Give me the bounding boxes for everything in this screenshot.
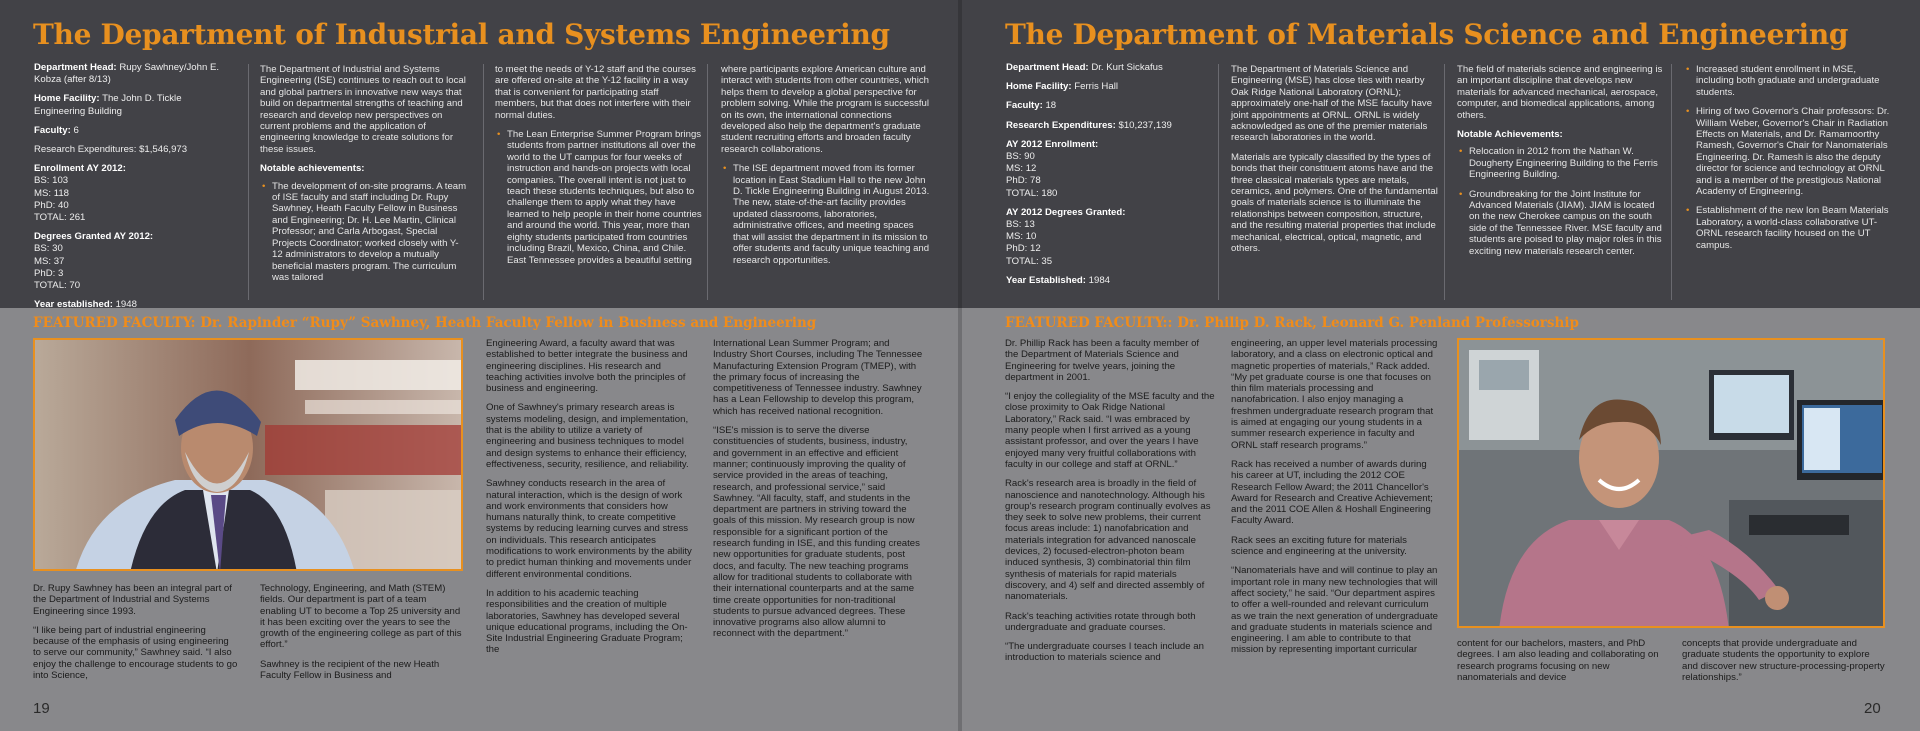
right-bottom-column-3: content for our bachelors, masters, and PhD degrees. I am also leading and collaborating on research programs focusing on new nanomaterials and device (1457, 638, 1659, 683)
left-stat-degrees: Degrees Granted AY 2012: BS: 30 MS: 37 PhD: 3 TOTAL: 70 (34, 231, 154, 292)
left-stat-facility: Home Facility: The John D. Tickle Engineering Building (34, 93, 182, 117)
divider (1218, 64, 1219, 300)
right-achievement-item: • Increased student enrollment in MSE, including both graduate and undergraduate students. (1696, 64, 1896, 98)
right-achievement-item: • Groundbreaking for the Joint Institute for Advanced Materials (JIAM). JIAM is located on the new Cherokee campus on the south side of the Tennessee River. MSE faculty and students are poised to play major roles in this exciting new materials research center. (1469, 189, 1665, 257)
left-stats (34, 62, 234, 318)
left-intro-column: The Department of Industrial and Systems Engineering (ISE) continues to reach out to local and global partners in innovative new ways that build on departmental strengths of teaching and research and develop new perspectives on current problems and the application of engineering knowledge to create solutions for these issues. Notable achievements: • The development of on-site programs. A team of ISE faculty and staff including Dr. Rupy Sawhney, Heath Faculty Fellow in Business and Engineering; Dr. H. Lee Martin, Clinical Professor; and Carla Arbogast, Special Projects Coordinator; worked closely with Y-12 administrators to develop a mutually beneficial masters program. The curriculum was tailored (260, 64, 468, 291)
divider (707, 64, 708, 300)
right-stat-degrees: AY 2012 Degrees Granted: BS: 13 MS: 10 PhD: 12 TOTAL: 35 (1006, 206, 1126, 267)
right-stats (1006, 62, 1206, 294)
right-bottom-column-4: concepts that provide undergraduate and graduate students the opportunity to explore and discover new structure-processing-property relationships.” (1682, 638, 1885, 683)
left-stat-year: Year established: 1948 (34, 299, 137, 311)
faculty-photo-rack (1457, 338, 1885, 628)
left-bottom-column-1: Dr. Rupy Sawhney has been an integral part of the Department of Industrial and Systems Engineering since 1993. “I like being part of industrial engineering because of the emphasis of using engineering to serve our community,” Sawhney said. “I also enjoy the challenge to encourage students to go into Science, (33, 583, 238, 682)
right-stat-facility: Home Facility: Ferris Hall (1006, 81, 1118, 93)
left-stat-research: Research Expenditures: $1,546,973 (34, 144, 188, 156)
right-achievement-item: • Hiring of two Governor's Chair professors: Dr. William Weber, Governor's Chair in Radiation Effects on Materials, and Dr. Ramamoorthy Ramesh, Governor's Chair for Nanomaterials Engineering. Dr. Ramesh is also the deputy director for science and technology at ORNL and is a member of the prestigious National Academy of Engineering. (1696, 106, 1896, 197)
right-intro-column: The Department of Materials Science and Engineering (MSE) has close ties with nearby Oak Ridge National Laboratory (ORNL); approximately one-half of the MSE faculty have joint appointments at ORNL. ORNL is widely acknowledged as one of the premier materials research laboratories in the world. Materials are typically classified by the types of bonds that their constituent atoms have and the three classical materials types are metals, ceramics, and polymers. One of the fundamental goals of materials science is to illuminate the relationships between composition, structure, and the resulting material properties that include mechanical, electrical, optical, magnetic, and others. (1231, 64, 1438, 255)
right-column-2: The field of materials science and engineering is an important discipline that develops new materials for advanced mechanical, aerospace, computer, and biomedical applications, among others. Notable Achievements: • Relocation in 2012 from the Nathan W. Dougherty Engineering Building to the Ferris Engineering Building. • Groundbreaking for the Joint Institute for Advanced Materials (JIAM). JIAM is located on the new Cherokee campus on the south side of the Tennessee River. MSE faculty and students are poised to play major roles in this exciting new materials research center. (1457, 64, 1665, 265)
right-stat-research: Research Expenditures: $10,237,139 (1006, 119, 1172, 131)
left-stat-faculty: Faculty: 6 (34, 124, 79, 136)
left-dept-title: The Department of Industrial and Systems Engineering (33, 18, 890, 51)
divider (1671, 64, 1672, 300)
right-stat-enrollment: AY 2012 Enrollment: BS: 90 MS: 12 PhD: 78 TOTAL: 180 (1006, 138, 1099, 199)
faculty-photo-sawhney (33, 338, 463, 571)
right-dept-title: The Department of Materials Science and Engineering (1005, 18, 1849, 51)
right-bottom-column-1: Dr. Phillip Rack has been a faculty member of the Department of Materials Science and Engineering for twelve years, joining the department in 2001. “I enjoy the collegiality of the MSE faculty and the close proximity to Oak Ridge National Laboratory,” Rack said. “I was embraced by many people when I first arrived as a young assistant professor, and over the years I have enjoyed many very fruitful collaborations with faculty in our college and staff at ORNL.” Rack's research area is broadly in the field of nanoscience and nanotechnology. Although his group's research program continually evolves as they seek to solve new problems, their current focus areas include: 1) nanofabrication and materials integration for advanced nanoscale devices, 2) focused-electron-photon beam induced synthesis, 3) combinatorial thin film synthesis of materials for rapid materials discovery, and 4) self and directed assembly of nanomaterials. Rack's teaching activities rotate through both undergraduate and graduate courses. “The undergraduate courses I teach include an introduction to materials science and (1005, 338, 1215, 664)
right-featured-heading: FEATURED FACULTY:: Dr. Philip D. Rack, Leonard G. Penland Professorship (1005, 315, 1579, 331)
right-column-3 (1684, 64, 1896, 259)
right-achievement-item: • Relocation in 2012 from the Nathan W. Dougherty Engineering Building to the Ferris Engineering Building. (1469, 146, 1665, 180)
left-stat-head: Department Head: Rupy Sawhney/John E. Kobza (after 8/13) (34, 62, 220, 86)
divider (248, 64, 249, 300)
right-stat-head: Department Head: Dr. Kurt Sickafus (1006, 62, 1163, 73)
right-bottom-column-2: engineering, an upper level materials processing laboratory, and a class on electronic optical and magnetic properties of materials,” Rack added. “My pet graduate course is one that focuses on thin film materials processing and nanofabrication. I also enjoy managing a freshmen undergraduate research program that is aimed at engaging our young students in a summer research experience in faculty and ORNL staff research programs.” Rack has received a number of awards during his career at UT, including the 2012 COE Research Fellow Award; the 2011 Chancellor's Award for Research and Creative Achievement; and the 2011 COE Allen & Hoshall Engineering Faculty Award. Rack sees an exciting future for materials science and engineering at the university. “Nanomaterials have and will continue to play an important role in many new technologies that will affect society,” he said. “Our department aspires to offer a well-rounded and relevant curriculum as we train the next generation of undergraduate and graduate students in materials science and engineering. I am able to contribute to that mission by representing important curricular (1231, 338, 1438, 656)
divider (483, 64, 484, 300)
page-gutter (958, 0, 962, 731)
left-achievement-item: • The development of on-site programs. A team of ISE faculty and staff including Dr. Rupy Sawhney, Heath Faculty Fellow in Business and Engineering; Dr. H. Lee Martin, Clinical Professor; and Carla Arbogast, Special Projects Coordinator; worked closely with Y-12 administrators to develop a mutually beneficial masters program. The curriculum was tailored (272, 181, 468, 284)
page-number-left: 19 (33, 700, 50, 717)
left-column-3: where participants explore American culture and interact with students from other countries, which helps them to develop a global perspective for problem solving. While the program is successful on its own, the international connections developed also help the department's graduate student recruiting efforts and broaden faculty research collaborations. • The ISE department moved from its former location in East Stadium Hall to the new John D. Tickle Engineering Building in August 2013. The new, state-of-the-art facility provides updated classrooms, laboratories, administrative offices, and meeting spaces that will assist the department in its mission to offer students and faculty unique teaching and research opportunities. (721, 64, 931, 274)
left-column-2: to meet the needs of Y-12 staff and the courses are offered on-site at the Y-12 facility in a way that is convenient for participating staff members, but that does not interfere with their normal duties. • The Lean Enterprise Summer Program brings students from partner institutions all over the world to the UT campus for four weeks of instruction and hands-on projects with local companies. The overall intent is not just to teach these students techniques, but also to challenge them to apply what they have learned to help people in their home countries and around the world. This year, more than eighty students participated from countries including Brazil, Mexico, China, and Chile. East Tennessee provides a beautiful setting (495, 64, 703, 274)
left-bottom-column-2: Technology, Engineering, and Math (STEM) fields. Our department is part of a team enabling UT to become a Top 25 university and it has been exciting over the years to see the growth of the engineering college as part of this effort.” Sawhney is the recipient of the new Heath Faculty Fellow in Business and (260, 583, 462, 682)
left-featured-heading: FEATURED FACULTY: Dr. Rapinder “Rupy” Sawhney, Heath Faculty Fellow in Business and Engineering (33, 315, 817, 331)
right-stat-year: Year Established: 1984 (1006, 274, 1110, 286)
divider (1444, 64, 1445, 300)
page-number-right: 20 (1864, 700, 1881, 717)
right-achievement-item: • Establishment of the new Ion Beam Materials Laboratory, a world-class collaborative UT-ORNL research facility housed on the UT campus. (1696, 205, 1896, 251)
left-achievement-item: • The Lean Enterprise Summer Program brings students from partner institutions all over the world to the UT campus for four weeks of instruction and hands-on projects with local companies. The overall intent is not just to teach these students techniques, but also to challenge them to apply what they have learned to help people in their home countries and around the world. This year, more than eighty students participated from countries including Brazil, Mexico, China, and Chile. East Tennessee provides a beautiful setting (507, 129, 703, 266)
left-stat-enrollment: Enrollment AY 2012: BS: 103 MS: 118 PhD: 40 TOTAL: 261 (34, 163, 126, 224)
left-bottom-column-3: Engineering Award, a faculty award that was established to better integrate the business and engineering disciplines. His research and teaching activities involve both the principles of business and engineering. One of Sawhney's primary research areas is systems modeling, design, and implementation, that is the ability to utilize a variety of engineering and business techniques to model and design systems to enhance their efficiency, effectiveness, security, resilience, and reliability. Sawhney conducts research in the area of natural interaction, which is the design of work and work environments that considers how humans naturally think, to create competitive systems by reducing learning curves and stress on individuals. This research anticipates modifications to work environments by the ability to predict human thinking and movements under different environmental conditions. In addition to his academic teaching responsibilities and the creation of multiple laboratories, Sawhney has developed several unique educational programs, including the On-Site Industrial Engineering Graduate Program; the (486, 338, 692, 656)
right-stat-faculty: Faculty: 18 (1006, 100, 1057, 112)
left-bottom-column-4: International Lean Summer Program; and Industry Short Courses, including The Tennessee Manufacturing Extension Program (TMEP), with the primary focus of increasing the competitiveness of Tennessee industry. Sawhney has a Lean Fellowship to develop this program, which has received national recognition. “ISE's mission is to serve the diverse constituencies of students, business, industry, and government in an effective and efficient manner; continuously improving the quality of service provided in the areas of teaching, research, and professional service,” said Sawhney. “All faculty, staff, and students in the department are partners in striving toward the goals of this mission. My research group is now responsible for a significant portion of the research funding in ISE, and this funding creates new opportunities for graduate students, post docs, and faculty. The new teaching programs allow for traditional students to collaborate with their international counterparts and at the same time create opportunities for non-traditional students to pursue advanced degrees. These innovative programs also allow alumni to reconnect with the department.” (713, 338, 923, 640)
left-achievement-item: • The ISE department moved from its former location in East Stadium Hall to the new John D. Tickle Engineering Building in August 2013. The new, state-of-the-art facility provides updated classrooms, laboratories, administrative offices, and meeting spaces that will assist the department in its mission to offer students and faculty unique teaching and research opportunities. (733, 163, 931, 266)
